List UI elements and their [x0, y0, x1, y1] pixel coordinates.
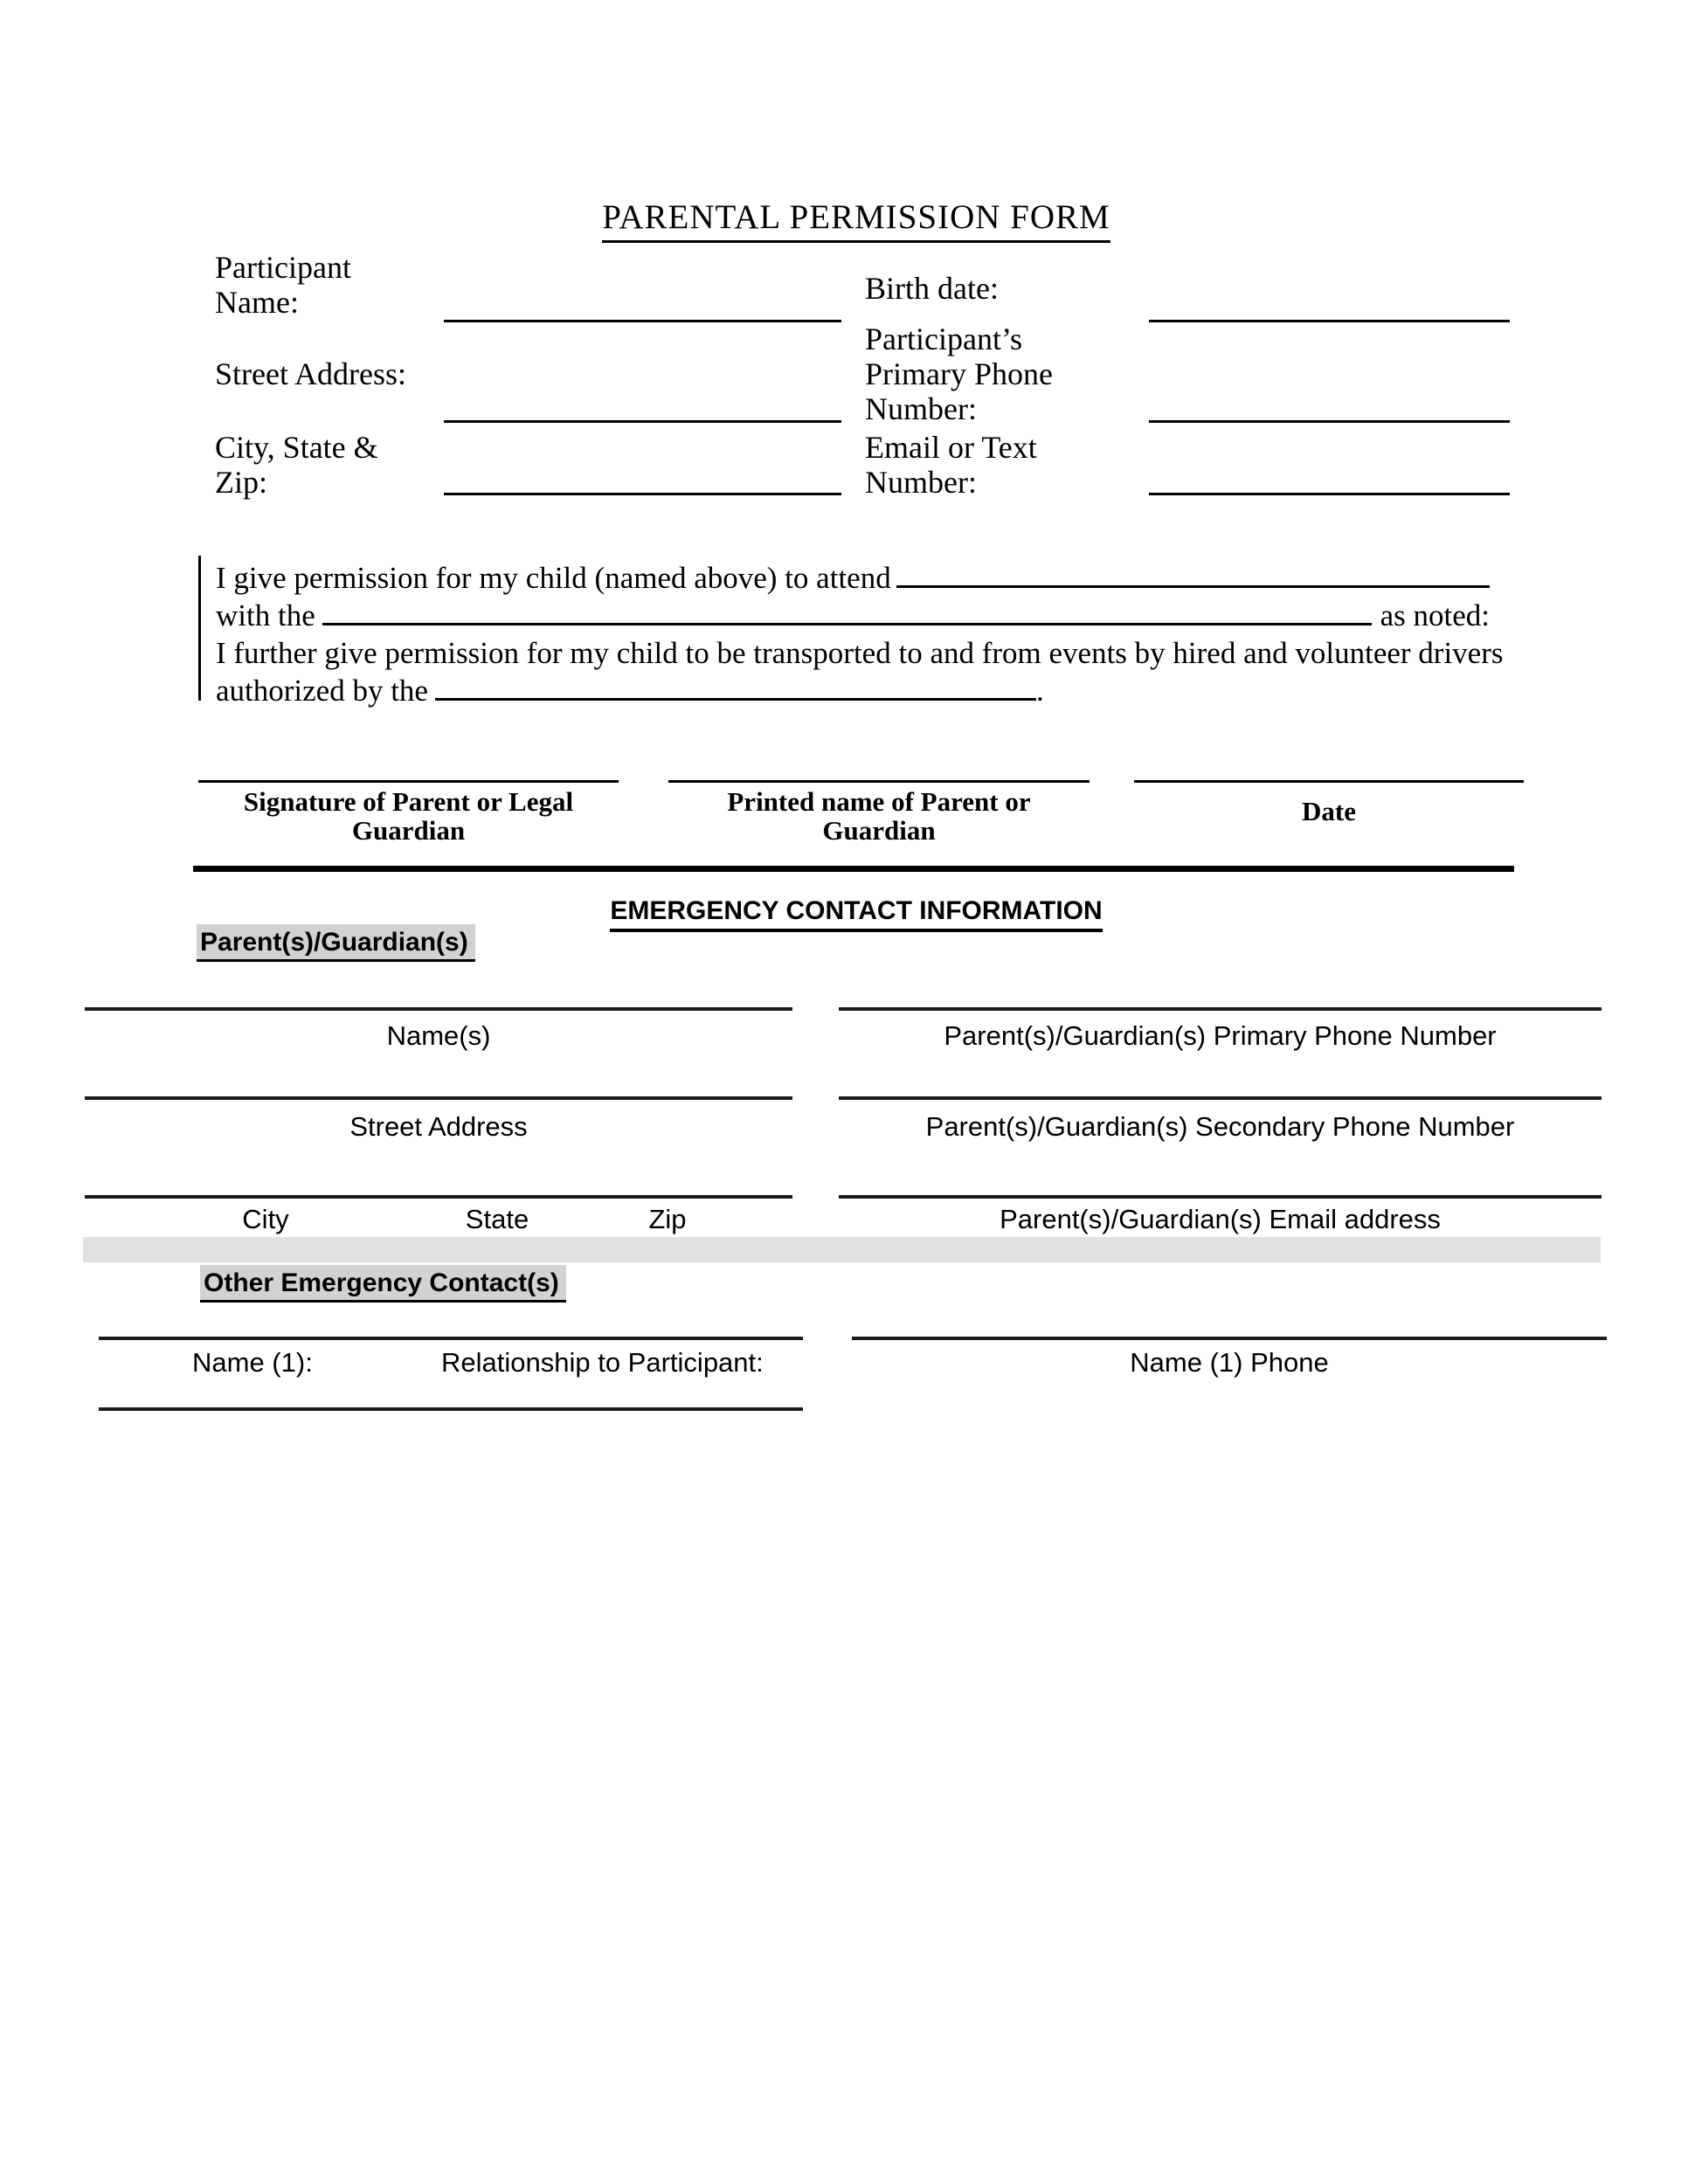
guardian-names-label: Name(s) [386, 1020, 491, 1051]
email-or-text-label: Email or Text Number: [865, 430, 1037, 500]
guardian-zip-label: Zip [648, 1204, 687, 1234]
other-contact-phone-label: Name (1) Phone [1130, 1347, 1329, 1378]
birth-date-label: Birth date: [865, 271, 999, 306]
other-contact-name-label: Name (1): [192, 1347, 313, 1378]
section-divider [193, 866, 1514, 872]
signature-label: Signature of Parent or Legal Guardian [243, 786, 574, 846]
date-field-line[interactable] [1134, 780, 1524, 783]
permission-line-2 [216, 597, 1490, 634]
street-address-field-line[interactable] [444, 420, 841, 423]
authorized-by-field-line[interactable] [435, 698, 1036, 701]
guardian-city-label: City [242, 1204, 289, 1234]
permission-line-1-text: I give permission for my child (named above) to attend [216, 561, 891, 595]
other-contact-phone-field-line[interactable] [852, 1337, 1607, 1340]
guardian-email-field-line[interactable] [839, 1195, 1602, 1199]
revision-bar [198, 556, 201, 701]
guardian-names-field-line[interactable] [85, 1007, 792, 1011]
guardian-primary-phone-field-line[interactable] [839, 1007, 1602, 1011]
guardian-street-field-line[interactable] [85, 1096, 792, 1100]
signature-field-line[interactable] [198, 780, 619, 783]
guardian-state-label: State [465, 1204, 529, 1234]
permission-line-2-prefix: with the [216, 598, 315, 632]
permission-line-2-suffix: as noted: [1380, 598, 1490, 632]
permission-line-3-text: I further give permission for my child to be transported to and from events by hired and volunteer drivers [216, 636, 1504, 670]
other-contact-relationship-field-line[interactable] [99, 1407, 803, 1411]
permission-line-4 [216, 672, 1490, 709]
parents-guardians-heading: Parent(s)/Guardian(s) [197, 924, 475, 962]
city-state-zip-field-line[interactable] [444, 493, 841, 495]
birth-date-field-line[interactable] [1149, 320, 1510, 322]
section-separator-band [83, 1237, 1601, 1262]
permission-line-4-suffix: . [1035, 674, 1044, 708]
attend-field-line[interactable] [896, 585, 1490, 588]
guardian-secondary-phone-label: Parent(s)/Guardian(s) Secondary Phone Number [925, 1111, 1515, 1142]
other-contacts-heading-row [200, 1265, 566, 1303]
guardian-secondary-phone-field-line[interactable] [839, 1096, 1602, 1100]
parents-guardians-heading-row [197, 924, 475, 962]
guardian-street-label: Street Address [349, 1111, 528, 1142]
other-contact-relationship-label: Relationship to Participant: [441, 1347, 764, 1378]
participant-name-label: Participant Name: [215, 250, 351, 320]
other-contacts-heading: Other Emergency Contact(s) [200, 1265, 566, 1303]
email-or-text-field-line[interactable] [1149, 493, 1510, 495]
page-title-row [198, 197, 1514, 243]
permission-line-3 [216, 634, 1504, 672]
participant-name-field-line[interactable] [444, 320, 841, 322]
page-title: PARENTAL PERMISSION FORM [602, 197, 1110, 243]
date-label: Date [1302, 796, 1356, 826]
emergency-contact-heading: EMERGENCY CONTACT INFORMATION [610, 896, 1102, 932]
guardian-email-label: Parent(s)/Guardian(s) Email address [1000, 1204, 1441, 1234]
permission-statement [216, 559, 1504, 709]
guardian-city-state-zip-field-line[interactable] [85, 1195, 792, 1199]
printed-name-label: Printed name of Parent or Guardian [727, 786, 1031, 846]
city-state-zip-label: City, State & Zip: [215, 430, 378, 500]
permission-line-4-prefix: authorized by the [216, 674, 428, 708]
other-contact-name-field-line[interactable] [99, 1337, 803, 1340]
printed-name-field-line[interactable] [668, 780, 1090, 783]
organization-field-line[interactable] [322, 623, 1372, 625]
primary-phone-label: Participant’s Primary Phone Number: [865, 321, 1053, 426]
street-address-label: Street Address: [215, 356, 406, 391]
guardian-primary-phone-label: Parent(s)/Guardian(s) Primary Phone Number [944, 1020, 1497, 1051]
primary-phone-field-line[interactable] [1149, 420, 1510, 423]
permission-line-1 [216, 559, 1490, 597]
